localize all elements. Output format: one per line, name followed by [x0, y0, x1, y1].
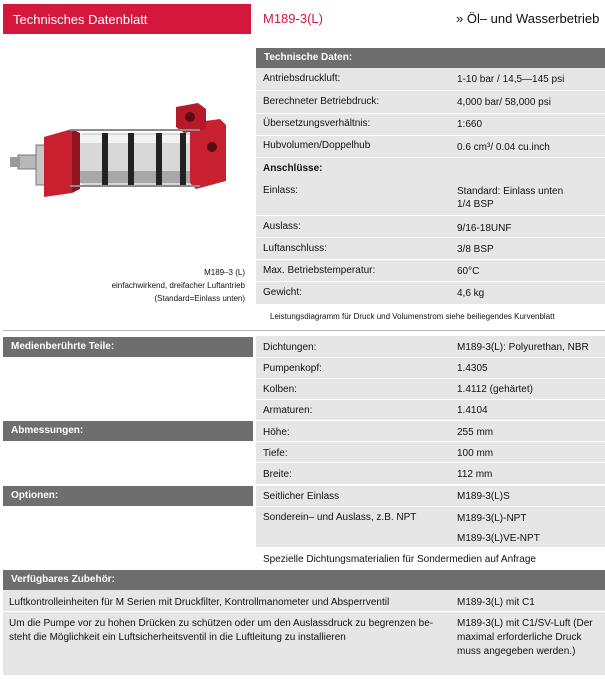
- media-label-piston: Kolben:: [263, 384, 297, 395]
- options-heading-bar: [3, 486, 253, 506]
- tech-label-weight: Gewicht:: [263, 287, 302, 298]
- options-value-ve-npt: M189-3(L)VE-NPT: [457, 533, 540, 544]
- accessories-value-safety-2: maximal erforderliche Druck: [457, 632, 582, 643]
- media-heading-bar: [3, 337, 253, 357]
- accessories-value-safety-1: M189-3(L) mit C1/SV-Luft (Der: [457, 618, 593, 629]
- header-model: M189-3(L): [263, 11, 323, 26]
- tech-label-volume: Hubvolumen/Doppelhub: [263, 140, 371, 151]
- tech-label-outlet: Auslass:: [263, 221, 301, 232]
- accessories-value-air-control: M189-3(L) mit C1: [457, 597, 535, 608]
- dims-label-height: Höhe:: [263, 427, 290, 438]
- tech-value-pressure: 4,000 bar/ 58,000 psi: [457, 97, 551, 108]
- header-left-title: Technisches Datenblatt: [13, 12, 148, 27]
- media-value-seals: M189-3(L): Polyurethan, NBR: [457, 342, 589, 353]
- accessories-text-air-control: Luftkontrolleinheiten für M Serien mit Druckfilter, Kontrollmanometer und Absperrventil: [9, 597, 390, 608]
- connections-heading: Anschlüsse:: [263, 163, 323, 174]
- tech-value-max-temp: 60°C: [457, 266, 480, 277]
- tech-label-air-connection: Luftanschluss:: [263, 243, 327, 254]
- tech-label-drive-air: Antriebsdruckluft:: [263, 73, 341, 84]
- tech-value-inlet-2: 1/4 BSP: [457, 199, 494, 210]
- options-heading: Optionen:: [11, 490, 59, 501]
- media-label-fittings: Armaturen:: [263, 405, 313, 416]
- tech-value-ratio: 1:660: [457, 119, 483, 130]
- dims-value-width: 112 mm: [457, 469, 493, 480]
- image-caption-standard: (Standard=Einlass unten): [154, 294, 245, 303]
- dims-value-height: 255 mm: [457, 427, 494, 438]
- dims-band: [256, 420, 605, 484]
- media-value-pump-head: 1.4305: [457, 363, 488, 374]
- tech-value-air-connection: 3/8 BSP: [457, 244, 494, 255]
- image-caption-description: einfachwirkend, dreifacher Luftantrieb: [111, 281, 245, 290]
- accessories-value-safety-3: muss angegeben werden.): [457, 646, 576, 657]
- media-label-pump-head: Pumpenkopf:: [263, 363, 322, 374]
- tech-heading-bar: [256, 48, 605, 68]
- dims-value-depth: 100 mm: [457, 448, 494, 459]
- dims-label-depth: Tiefe:: [263, 448, 288, 459]
- accessories-text-safety-1: Um die Pumpe vor zu hohen Drücken zu schützen oder um den Auslassdruck zu begrenzen be-: [9, 618, 434, 629]
- options-value-side-inlet: M189-3(L)S: [457, 491, 510, 502]
- options-note: Spezielle Dichtungsmaterialien für Sondermedien auf Anfrage: [263, 554, 536, 565]
- media-heading: Medienberührte Teile:: [11, 341, 115, 352]
- tech-value-weight: 4,6 kg: [457, 288, 485, 299]
- tech-label-max-temp: Max. Betriebstemperatur:: [263, 265, 376, 276]
- tech-value-outlet: 9/16-18UNF: [457, 223, 512, 234]
- tech-heading: Technische Daten:: [264, 52, 353, 63]
- options-label-side-inlet: Seitlicher Einlass: [263, 491, 340, 502]
- tech-label-ratio: Übersetzungsverhältnis:: [263, 118, 371, 129]
- media-value-fittings: 1.4104: [457, 405, 488, 416]
- tech-value-drive-air: 1-10 bar / 14,5—145 psi: [457, 74, 565, 85]
- accessories-heading-bar: [3, 570, 605, 590]
- tech-label-inlet: Einlass:: [263, 185, 299, 196]
- tech-value-volume: 0.6 cm³/ 0.04 cu.inch: [457, 142, 550, 153]
- header-right-title: » Öl– und Wasserbetrieb: [456, 11, 600, 26]
- dims-label-width: Breite:: [263, 469, 292, 480]
- options-value-npt: M189-3(L)-NPT: [457, 513, 527, 524]
- accessories-heading: Verfügbares Zubehör:: [11, 574, 115, 585]
- pump-image: [10, 85, 250, 215]
- image-caption-model: M189–3 (L): [204, 268, 245, 277]
- dims-heading-bar: [3, 421, 253, 441]
- tech-value-inlet-1: Standard: Einlass unten: [457, 186, 564, 197]
- media-label-seals: Dichtungen:: [263, 342, 317, 353]
- tech-label-pressure: Berechneter Betriebdruck:: [263, 96, 380, 107]
- options-label-special-ports: Sonderein– und Auslass, z.B. NPT: [263, 512, 417, 523]
- header-title-block: [3, 4, 251, 34]
- tech-note: Leistungsdiagramm für Druck und Volumenstrom siehe beiliegendes Kurvenblatt: [270, 312, 555, 321]
- accessories-text-safety-2: steht die Möglichkeit ein Luftsicherheitsventil in die Luftleitung zu installieren: [9, 632, 346, 643]
- dims-heading: Abmessungen:: [11, 425, 84, 436]
- media-value-piston: 1.4112 (gehärtet): [457, 384, 533, 395]
